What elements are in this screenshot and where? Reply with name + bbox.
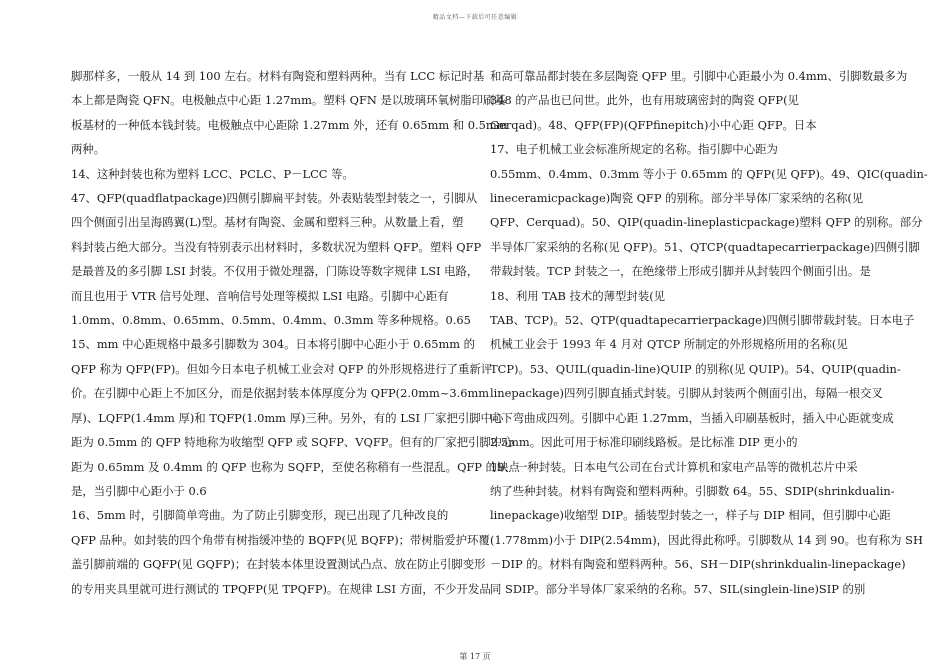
text-line: 0.55mm、0.4mm、0.3mm 等小于 0.65mm 的 QFP(见 QFP)。49、QIC(quadin- — [490, 166, 928, 181]
text-line: 四个侧面引出呈海鸥翼(L)型。基材有陶瓷、金属和塑料三种。从数量上看，塑 — [71, 215, 464, 230]
right-column — [490, 64, 928, 601]
text-line: 向下弯曲成四列。引脚中心距 1.27mm，当插入印刷基板时，插入中心距就变成 — [490, 410, 894, 425]
text-line: linepackage)收缩型 DIP。插装型封装之一，样子与 DIP 相同，但引脚中心距 — [490, 508, 891, 523]
text-line: 348 的产品也已问世。此外，也有用玻璃密封的陶瓷 QFP(见 — [490, 93, 799, 108]
text-line: linepackage)四列引脚直插式封装。引脚从封装两个侧面引出，每隔一根交叉 — [490, 386, 883, 401]
text-line: 厚)、LQFP(1.4mm 厚)和 TQFP(1.0mm 厚)三种。另外，有的 LSI 厂家把引脚中心 — [71, 410, 504, 425]
text-line: 半导体厂家采纳的名称(见 QFP)。51、QTCP(quadtapecarrierpackage)四侧引脚 — [490, 239, 920, 254]
text-line: 本上都是陶瓷 QFN。电极触点中心距 1.27mm。塑料 QFN 是以玻璃环氧树脂印刷基 — [71, 93, 506, 108]
text-line: 18、利用 TAB 技术的薄型封装(见 — [490, 288, 666, 303]
page-number: 第 17 页 — [459, 652, 491, 661]
text-line: 和高可靠品都封装在多层陶瓷 QFP 里。引脚中心距最小为 0.4mm、引脚数最多为 — [490, 69, 908, 83]
left-column — [71, 64, 520, 601]
text-line: 17、电子机械工业会标准所规定的名称。指引脚中心距为 — [490, 142, 778, 157]
text-line: 两种。 — [71, 142, 106, 157]
text-line: 料封装占绝大部分。当没有特别表示出材料时，多数状况为塑料 QFP。塑料 QFP — [71, 239, 482, 254]
text-line: 的专用夹具里就可进行测试的 TPQFP(见 TPQFP)。在规律 LSI 方面，不少开发品 — [71, 581, 491, 596]
text-line: 脚那样多，一般从 14 到 100 左右。材料有陶瓷和塑料两种。当有 LCC 标记时基 — [71, 69, 485, 83]
text-line: Gerqad)。48、QFP(FP)(QFPfinepitch)小中心距 QFP。日本 — [490, 117, 817, 132]
text-line: －DIP 的。材料有陶瓷和塑料两种。56、SH－DIP(shrinkdualin-linepackage) — [490, 557, 906, 572]
text-line: 是最普及的多引脚 LSI 封装。不仅用于微处理器，门陈设等数字规律 LSI 电路， — [71, 264, 479, 279]
text-line: (1.778mm)小于 DIP(2.54mm)，因此得此称呼。引脚数从 14 到 90。也有称为 SH — [490, 532, 923, 547]
text-line: 同 SDIP。部分半导体厂家采纳的名称。57、SIL(singlein-line)SIP 的别 — [490, 581, 866, 596]
text-line: 47、QFP(quadflatpackage)四侧引脚扁平封装。外表贴装型封装之一，引脚从 — [71, 191, 478, 206]
text-line: 14、这种封装也称为塑料 LCC、PCLC、P－LCC 等。 — [71, 166, 354, 181]
text-line: lineceramicpackage)陶瓷 QFP 的别称。部分半导体厂家采纳的名称(见 — [490, 191, 864, 206]
text-line: 15、mm 中心距规格中最多引脚数为 304。日本将引脚中心距小于 0.65mm 的 — [71, 337, 476, 352]
text-line: 板基材的一种低本钱封装。电极触点中心距除 1.27mm 外，还有 0.65mm 和 0.5mm — [71, 117, 508, 132]
text-line: QFP、Cerquad)。50、QIP(quadin-lineplasticpackage)塑料 QFP 的别称。部分 — [490, 215, 923, 230]
text-line: QFP 品种。如封装的四个角带有树指缓冲垫的 BQFP(见 BQFP)；带树脂爱护环覆 — [71, 532, 490, 547]
text-line: 纳了些种封装。材料有陶瓷和塑料两种。引脚数 64。55、SDIP(shrinkdualin- — [490, 483, 895, 498]
text-line: 价。在引脚中心距上不加区分，而是依据封装本体厚度分为 QFP(2.0mm~3.6mm — [71, 386, 490, 401]
text-line: 1.0mm、0.8mm、0.65mm、0.5mm、0.4mm、0.3mm 等多种规格。0.65 — [71, 313, 471, 328]
text-line: QFP 称为 QFP(FP)。但如今日本电子机械工业会对 QFP 的外形规格进行了重新评 — [71, 361, 493, 376]
text-line: 是，当引脚中心距小于 0.6 — [71, 483, 207, 498]
text-line: 2.5mm。因此可用于标准印刷线路板。是比标准 DIP 更小的 — [490, 435, 798, 450]
text-line: 16、5mm 时，引脚简单弯曲。为了防止引脚变形，现已出现了几种改良的 — [71, 508, 449, 523]
text-line: 距为 0.5mm 的 QFP 特地称为收缩型 QFP 或 SQFP、VQFP。但有的厂家把引脚中心 — [71, 435, 514, 450]
page-header: 精品文档—下载后可任意编辑 — [432, 14, 518, 21]
text-line: 而且也用于 VTR 信号处理、音响信号处理等模拟 LSI 电路。引脚中心距有 — [71, 288, 449, 303]
text-line: 19、一种封装。日本电气公司在台式计算机和家电产品等的微机芯片中采 — [490, 459, 858, 474]
text-line: 带载封装。TCP 封装之一，在绝缘带上形成引脚并从封装四个侧面引出。是 — [490, 264, 871, 279]
text-line: TAB、TCP)。52、QTP(quadtapecarrierpackage)四侧引脚带载封装。日本电子 — [490, 313, 915, 328]
text-line: 机械工业会于 1993 年 4 月对 QTCP 所制定的外形规格所用的名称(见 — [490, 337, 848, 352]
text-line: 盖引脚前端的 GQFP(见 GQFP)；在封装本体里设置测试凸点、放在防止引脚变形 — [71, 557, 486, 572]
text-line: TCP)。53、QUIL(quadin-line)QUIP 的别称(见 QUIP)。54、QUIP(quadin- — [490, 361, 901, 376]
text-line: 距为 0.65mm 及 0.4mm 的 QFP 也称为 SQFP，至使名称稍有一些混乱。QFP 的缺点 — [71, 459, 520, 474]
